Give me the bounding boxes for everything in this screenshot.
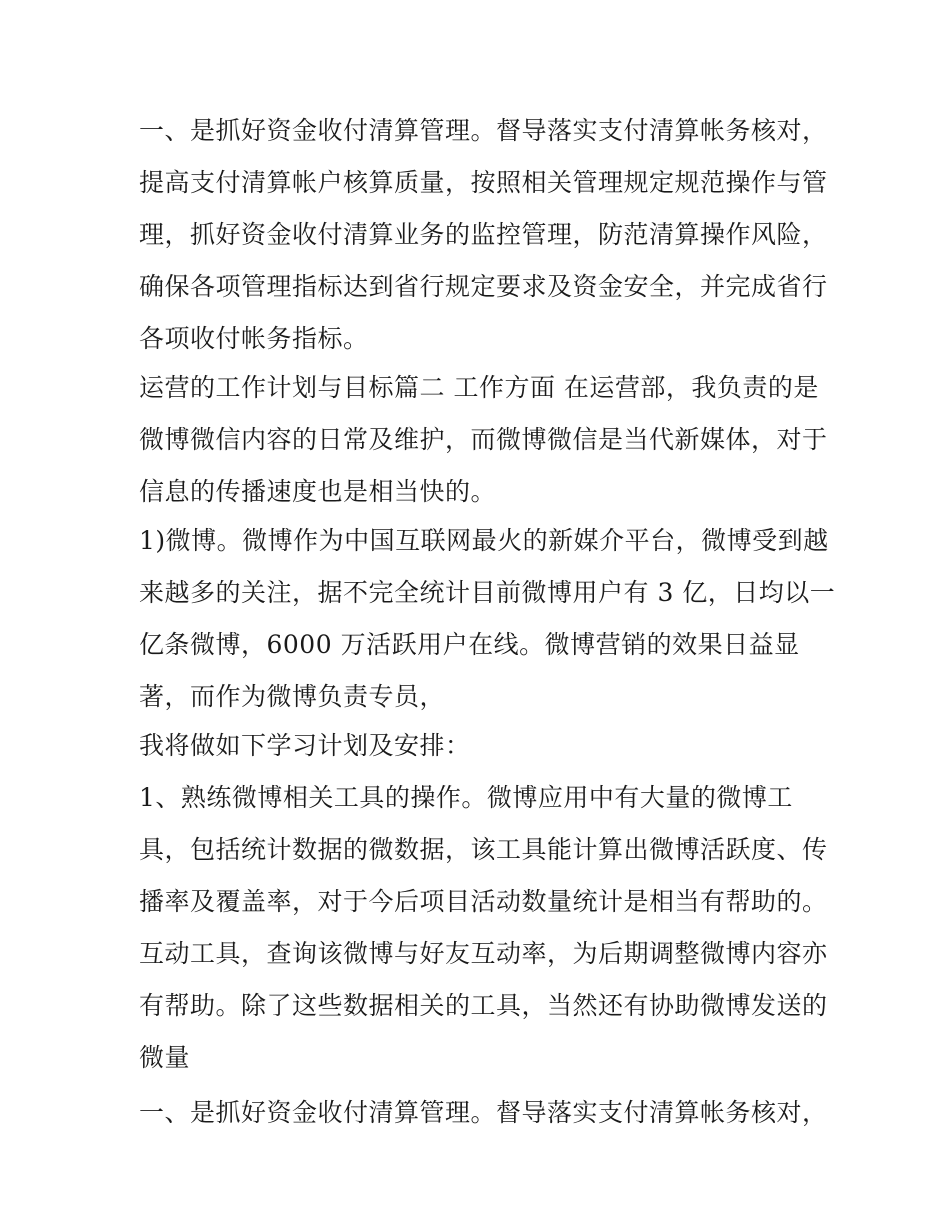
text-line-18: 有帮助。除了这些数据相关的工具，当然还有协助微博发送的 bbox=[139, 991, 828, 1020]
text-line-4: 确保各项管理指标达到省行规定要求及资金安全，并完成省行 bbox=[139, 272, 828, 301]
text-line-20: 一、是抓好资金收付清算管理。督导落实支付清算帐务核对， bbox=[139, 1098, 828, 1127]
text-line-6: 运营的工作计划与目标篇二 工作方面 在运营部，我负责的是 bbox=[139, 373, 819, 402]
text-line-17: 互动工具，查询该微博与好友互动率，为后期调整微博内容亦 bbox=[139, 939, 828, 968]
text-line-14: 1、熟练微博相关工具的操作。微博应用中有大量的微博工 bbox=[139, 783, 793, 812]
text-line-9: 1)微博。微博作为中国互联网最火的新媒介平台，微博受到越 bbox=[139, 526, 829, 555]
text-line-11: 亿条微博，6000 万活跃用户在线。微博营销的效果日益显 bbox=[139, 630, 800, 659]
text-line-19: 微量 bbox=[139, 1043, 191, 1072]
text-line-16: 播率及覆盖率，对于今后项目活动数量统计是相当有帮助的。 bbox=[139, 887, 828, 916]
text-line-3: 理，抓好资金收付清算业务的监控管理，防范清算操作风险， bbox=[139, 220, 828, 249]
text-line-8: 信息的传播速度也是相当快的。 bbox=[139, 477, 497, 506]
text-line-1: 一、是抓好资金收付清算管理。督导落实支付清算帐务核对， bbox=[139, 116, 828, 145]
text-line-13: 我将做如下学习计划及安排： bbox=[139, 731, 471, 760]
text-line-2: 提高支付清算帐户核算质量，按照相关管理规定规范操作与管 bbox=[139, 168, 828, 197]
text-line-15: 具，包括统计数据的微数据，该工具能计算出微博活跃度、传 bbox=[139, 835, 828, 864]
text-line-10: 来越多的关注，据不完全统计目前微博用户有 3 亿，日均以一 bbox=[139, 578, 836, 607]
text-line-12: 著，而作为微博负责专员， bbox=[139, 682, 446, 711]
document-body bbox=[139, 108, 836, 1142]
text-line-5: 各项收付帐务指标。 bbox=[139, 324, 369, 353]
text-line-7: 微博微信内容的日常及维护，而微博微信是当代新媒体，对于 bbox=[139, 425, 828, 454]
